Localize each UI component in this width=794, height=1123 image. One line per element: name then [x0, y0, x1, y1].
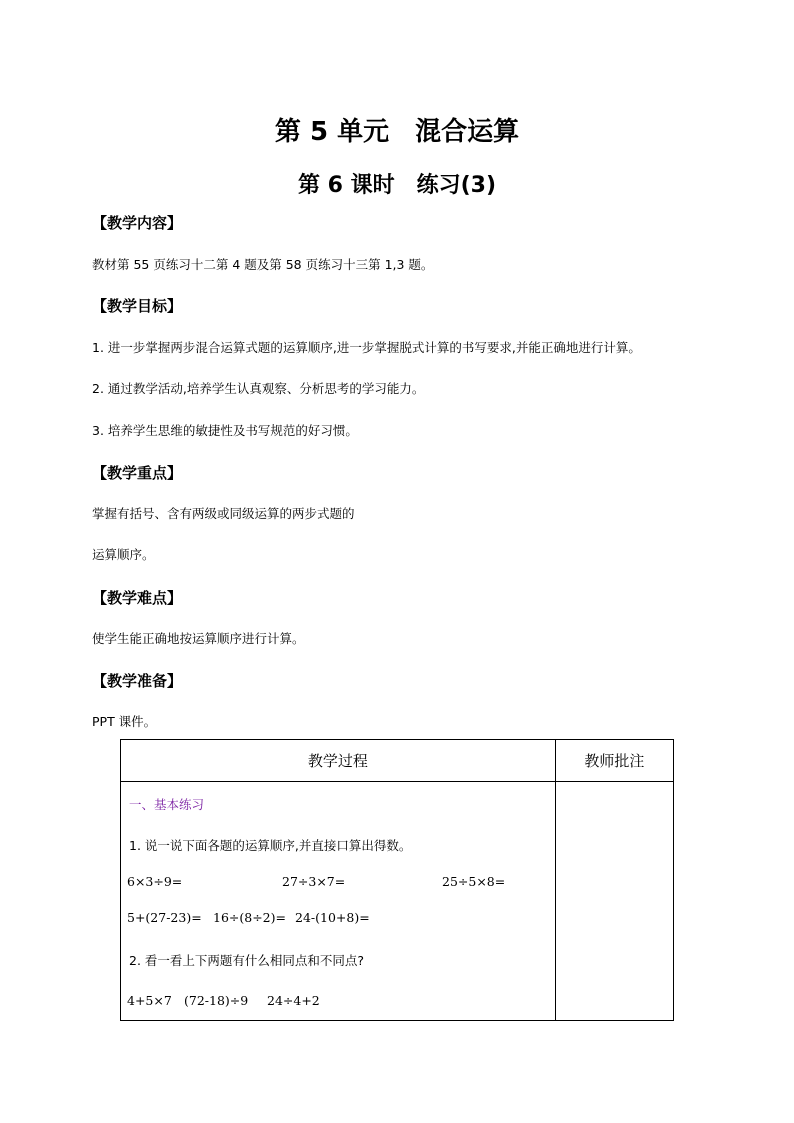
content-text: 教材第 55 页练习十二第 4 题及第 58 页练习十三第 1,3 题。 — [92, 257, 434, 272]
expression: 6×3÷9= — [127, 874, 183, 889]
question-1: 1. 说一说下面各题的运算顺序,并直接口算出得数。 — [129, 838, 412, 853]
goal-1: 1. 进一步掌握两步混合运算式题的运算顺序,进一步掌握脱式计算的书写要求,并能正确地进行计算。 — [92, 340, 641, 355]
page-subtitle: 第 6 课时 练习(3) — [297, 173, 497, 198]
expression: 27÷3×7= — [282, 874, 346, 889]
preparation-text: PPT 课件。 — [92, 714, 157, 729]
question-2: 2. 看一看上下两题有什么相同点和不同点? — [129, 953, 365, 968]
key-point-line-2: 运算顺序。 — [92, 547, 155, 562]
section-heading-content: 【教学内容】 — [92, 214, 183, 232]
goal-3: 3. 培养学生思维的敏捷性及书写规范的好习惯。 — [92, 423, 358, 438]
page-title: 第 5 单元 混合运算 — [274, 117, 520, 147]
header-teacher-notes: 教师批注 — [555, 740, 673, 782]
section-heading-key-points: 【教学重点】 — [92, 464, 183, 482]
expression: (72-18)÷9 — [184, 993, 249, 1008]
difficulty-text: 使学生能正确地按运算顺序进行计算。 — [92, 631, 305, 646]
teacher-notes-cell — [555, 782, 673, 1021]
expression: 16÷(8÷2)= — [213, 910, 286, 925]
header-teaching-process: 教学过程 — [121, 740, 556, 782]
table-body-row — [121, 782, 674, 1021]
expression: 4+5×7 — [127, 993, 172, 1008]
key-point-line-1: 掌握有括号、含有两级或同级运算的两步式题的 — [92, 506, 355, 521]
expression: 24÷4+2 — [267, 993, 320, 1008]
basic-practice-title: 一、基本练习 — [129, 797, 205, 812]
teaching-process-cell — [121, 782, 556, 1021]
section-heading-goals: 【教学目标】 — [92, 297, 183, 315]
section-heading-difficulties: 【教学难点】 — [92, 589, 183, 607]
goal-2: 2. 通过教学活动,培养学生认真观察、分析思考的学习能力。 — [92, 381, 425, 396]
section-heading-preparation: 【教学准备】 — [92, 672, 183, 690]
expression: 5+(27-23)= — [127, 910, 202, 925]
expression: 25÷5×8= — [442, 874, 506, 889]
lesson-table — [120, 739, 674, 1021]
expression: 24-(10+8)= — [295, 910, 370, 925]
table-header-row — [121, 740, 674, 782]
